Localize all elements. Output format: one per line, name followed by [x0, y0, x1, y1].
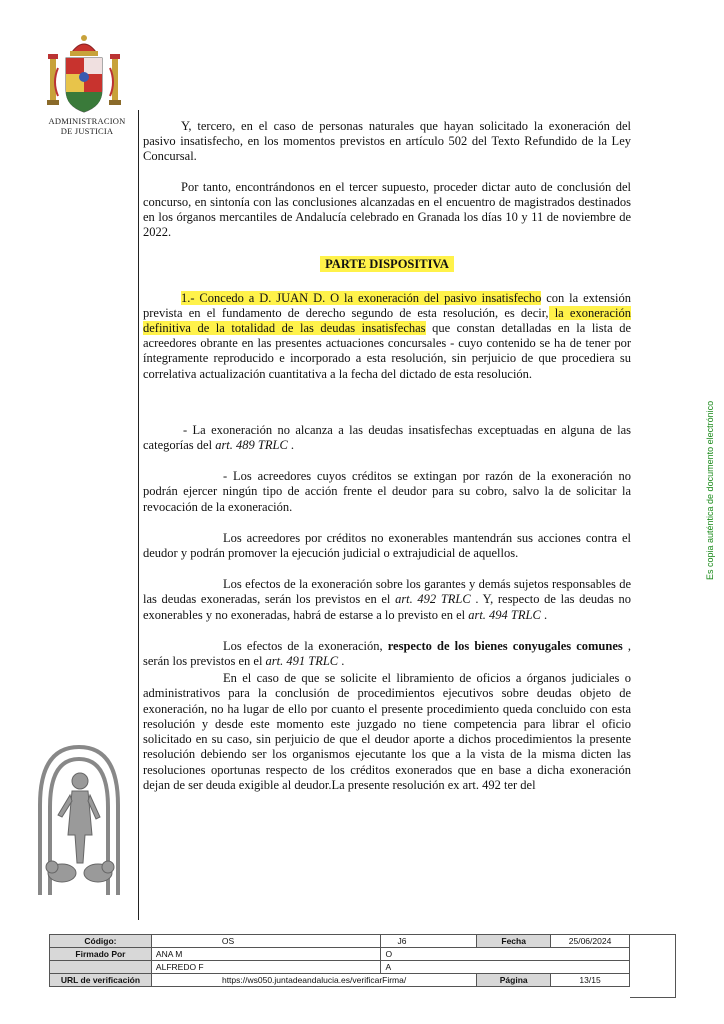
paragraph-conjugal — [143, 639, 631, 669]
conjugal-text-3: . — [338, 654, 345, 669]
grant-highlight-1: 1.- Concedo a D. JUAN D. O la exoneración del pasivo insatisfecho — [181, 290, 542, 305]
guarantors-law-ref-1: art. 492 TRLC — [395, 592, 471, 607]
url-label: URL de verificación — [50, 974, 152, 987]
paragraph-guarantors — [143, 577, 631, 623]
junta-emblem-logo — [30, 735, 128, 900]
paragraph-non-exonerable: Los acreedores por créditos no exonerables mantendrán sus acciones contra el deudor y podrán promover la ejecución judicial o extrajudicial de aquellos. — [143, 530, 631, 561]
signature-footer-table — [49, 934, 630, 987]
codigo-value-b: J6 — [381, 935, 477, 948]
paragraph-grant — [143, 291, 631, 382]
firmante-1-a: ANA M — [151, 948, 381, 961]
paragraph-creditors: - Los acreedores cuyos créditos se extingan por razón de la exoneración no podrán ejercer ningún tipo de acción frente el deudor para su cobro, salvo la de solicitar la revocación de la exoneración. — [143, 469, 631, 514]
fecha-value: 25/06/2024 — [551, 935, 630, 948]
grant-text-2: que constan detalladas en la lista de acreedores obrante en las presentes actuaciones concursales - cuyo contenido se ha de tener por íntegramente reproducido e incorporado a esta resolución, sin perjuicio de que procediera su correlativa actualización cuantitativa a la fecha del dictado de esta resolución. — [143, 321, 631, 381]
guarantors-text-3: . — [540, 607, 548, 622]
section-title-text: PARTE DISPOSITIVA — [320, 256, 454, 272]
conjugal-text-2: , serán los previstos en el — [143, 638, 631, 669]
paragraph-offices: En el caso de que se solicite el libramiento de oficios a órganos judiciales o administrativos para la conclusión de procedimientos ejecutivos sobre deudas objeto de exoneración, no ha lugar de ello por cuanto el presente procedimiento queda concluido con esta resolución y desde este momento este juzgado no tiene competencia para librar el oficio solicitado en su caso, sin perjuicio de que el deudor aporte a dichos procedimientos la presente resolución debiendo ser los organismos ejecutante los que a la vista de la misma dicten las resoluciones oportunas respecto de los créditos exonerados que en base a dicha exoneración dejan de ser deuda exigible al deudor.La presente resolución ex art. 492 ter del — [143, 671, 631, 792]
conjugal-bold: respecto de los bienes conyugales comunes — [387, 638, 623, 653]
guarantors-law-ref-2: art. 494 TRLC — [468, 607, 541, 622]
paragraph-exceptions — [107, 423, 631, 453]
firmante-2-a: ALFREDO F — [151, 961, 381, 974]
conjugal-text-1: Los efectos de la exoneración, — [223, 638, 388, 653]
guarantors-text-1: Los efectos de la exoneración sobre los garantes y demás sujetos responsables de las deudas exoneradas, serán los previstos en el — [143, 577, 631, 607]
guarantors-text-2: . Y, respecto de las deudas no exonerables y no exoneradas, habrá de estarse a lo previsto en el — [143, 592, 631, 622]
grant-highlight-2: la exoneración definitiva de la totalidad de las deudas insatisfechas — [143, 305, 631, 336]
footer-empty-box — [630, 934, 676, 998]
institution-label — [42, 116, 132, 136]
exceptions-text-2: . — [287, 438, 295, 453]
institution-line-1: ADMINISTRACION — [48, 116, 126, 126]
authentic-copy-note: Es copia auténtica de documento electrónico — [705, 400, 715, 580]
section-title — [143, 257, 631, 272]
exceptions-text-1: - La exoneración no alcanza a las deudas insatisfechas exceptuadas en alguna de las categorías del — [143, 422, 631, 453]
conjugal-law-ref: art. 491 TRLC — [265, 654, 339, 669]
pagina-value: 13/15 — [551, 974, 630, 987]
firmante-1-b: O — [381, 948, 630, 961]
exceptions-law-ref: art. 489 TRLC — [215, 438, 288, 453]
firmado-label-empty — [50, 961, 152, 974]
institution-line-2: DE JUSTICIA — [60, 126, 114, 136]
fecha-label: Fecha — [477, 935, 551, 948]
document-body — [143, 119, 631, 793]
grant-text-1: con la extensión prevista en el fundamento de derecho segundo de esta resolución, es decir, — [143, 290, 631, 320]
margin-rule — [138, 110, 139, 920]
codigo-label: Código: — [50, 935, 152, 948]
paragraph-third-case: Y, tercero, en el caso de personas naturales que hayan solicitado la exoneración del pasivo insatisfecho, en los momentos previstos en artículo 502 del Texto Refundido de la Ley Concursal. — [143, 119, 631, 164]
coat-of-arms-logo — [44, 32, 124, 118]
paragraph-conclusion: Por tanto, encontrándonos en el tercer supuesto, proceder dictar auto de conclusión del concurso, en sintonía con las conclusiones alcanzadas en el encuentro de magistrados destinados en los órganos mercantiles de Andalucía celebrado en Granada los días 10 y 11 de noviembre de 2022. — [143, 179, 631, 240]
url-value[interactable]: https://ws050.juntadeandalucia.es/verificarFirma/ — [151, 974, 476, 987]
pagina-label: Página — [477, 974, 551, 987]
firmado-label: Firmado Por — [50, 948, 152, 961]
codigo-value-a: OS — [151, 935, 381, 948]
firmante-2-b: A — [381, 961, 630, 974]
